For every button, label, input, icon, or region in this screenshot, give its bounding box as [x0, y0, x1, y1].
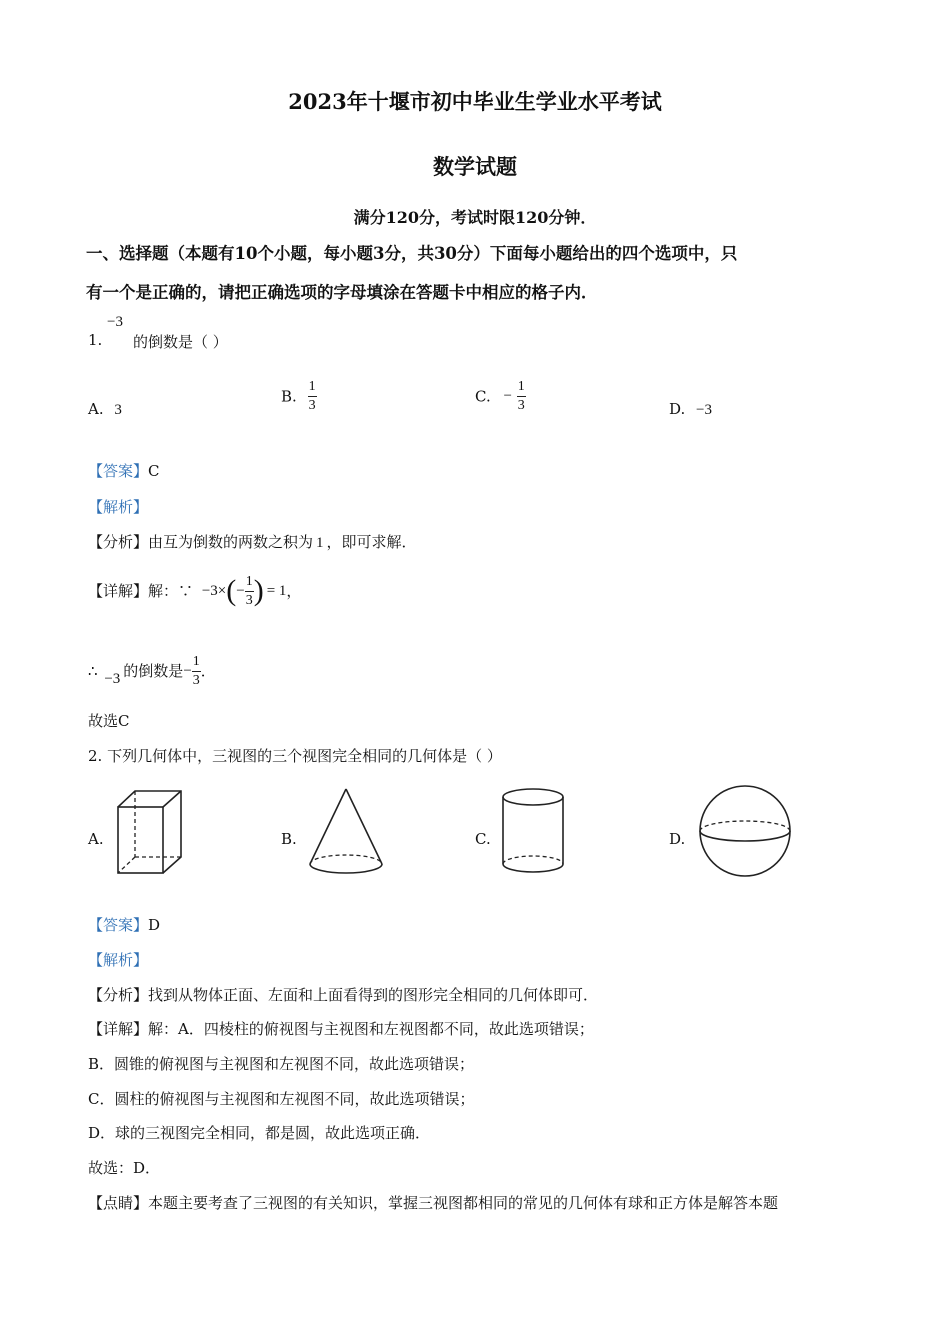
q1-therefore-numerator: 1 [192, 655, 201, 672]
q1-option-b-numerator: 1 [308, 380, 317, 397]
cylinder-figure [500, 786, 566, 878]
sphere-figure [696, 782, 794, 880]
q2-option-c-label: C. [475, 830, 491, 848]
q1-expression: −3 [107, 314, 123, 330]
cube-front-face [118, 807, 163, 873]
q1-option-c-denominator: 3 [517, 398, 525, 413]
cube-hidden-diagonal [118, 857, 135, 873]
q2-stem: 2. 下列几何体中，三视图的三个视图完全相同的几何体是（ ） [88, 747, 502, 765]
q1-option-d [669, 400, 712, 419]
q1-option-b-label: B. [281, 387, 297, 406]
q2-detail-c: C．圆柱的俯视图与主视图和左视图不同，故此选项错误； [88, 1090, 475, 1108]
q2-detail-d: D．球的三视图完全相同，都是圆，故此选项正确． [88, 1124, 431, 1142]
q1-stem: 的倒数是（ ） [133, 333, 228, 351]
cube-figure [114, 788, 186, 878]
q1-therefore [88, 648, 216, 692]
q1-option-c-fraction [517, 380, 526, 413]
q2-detail-a-text: 解：A．四棱柱的俯视图与主视图和左视图都不同，故此选项错误； [148, 1020, 594, 1038]
q1-option-a-label: A. [88, 400, 104, 418]
q2-fenxi-tag: 【分析】 [88, 986, 149, 1004]
q1-eq-open-paren: ( [226, 574, 237, 607]
q1-option-c [475, 380, 526, 413]
q2-detail-b: B．圆锥的俯视图与主视图和左视图不同，故此选项错误； [88, 1055, 475, 1073]
q1-option-c-sign: − [503, 388, 512, 404]
section-instructions-line2: 有一个是正确的，请把正确选项的字母填涂在答题卡中相应的格子内． [86, 283, 598, 302]
q1-option-d-value: −3 [696, 402, 713, 418]
q2-fenxi-text: 找到从物体正面、左面和上面看得到的图形完全相同的几何体即可． [148, 986, 599, 1004]
q1-therefore-fraction [192, 655, 201, 688]
q1-answer-tag: 【答案】 [88, 462, 149, 480]
q1-option-a-value: 3 [114, 402, 122, 418]
q1-answer-value: C [148, 462, 160, 480]
q1-therefore-denominator: 3 [192, 672, 200, 688]
q1-analysis-tag: 【解析】 [88, 498, 149, 516]
q1-option-a [88, 400, 122, 419]
exam-subtitle: 数学试题 [433, 154, 517, 179]
q2-option-d-label: D. [669, 830, 686, 848]
q1-option-b [281, 380, 317, 413]
q1-eq-end: ， [286, 582, 302, 600]
q1-eq-right: = 1 [266, 583, 287, 599]
cube-top-edge [163, 791, 181, 807]
q1-eq-fraction [245, 575, 254, 608]
section-instructions-line1: 一、选择题（本题有10个小题，每小题3分，共30分）下面每小题给出的四个选项中，只 [86, 244, 738, 263]
exam-title: 2023年十堰市初中毕业生学业水平考试 [288, 89, 662, 114]
q1-answer [88, 460, 160, 481]
cube-top-right-edges [118, 791, 181, 873]
q1-option-b-fraction [308, 380, 317, 413]
q1-detail-tag: 【详解】 [88, 582, 149, 600]
q1-fenxi [88, 531, 417, 552]
q2-answer [88, 914, 160, 935]
q2-detail-tag: 【详解】 [88, 1020, 149, 1038]
q1-number: 1. [88, 331, 103, 349]
q1-therefore-end: ． [200, 662, 216, 680]
q1-detail-jie: 解：∵ [148, 582, 194, 600]
q2-answer-value: D [148, 916, 161, 934]
q1-option-b-denominator: 3 [308, 398, 316, 413]
q1-eq-denominator: 3 [245, 592, 253, 608]
q1-therefore-value: −3 [104, 671, 121, 687]
q1-fenxi-one: 1 [316, 535, 324, 551]
q2-detail-a [88, 1018, 594, 1039]
q2-dianjing-tag: 【点睛】 [88, 1194, 149, 1212]
q1-fenxi-tag: 【分析】 [88, 533, 149, 551]
q1-eq-numerator: 1 [245, 575, 254, 592]
q1-therefore-symbol: ∴ [88, 662, 98, 680]
q2-option-a-label: A. [88, 830, 104, 848]
q2-analysis-tag: 【解析】 [88, 951, 149, 969]
q1-option-d-label: D. [669, 400, 686, 418]
q1-therefore-sign: − [183, 663, 192, 679]
q1-therefore-text: 的倒数是 [123, 662, 184, 680]
q2-dianjing [88, 1192, 778, 1213]
q1-fenxi-text-a: 由互为倒数的两数之积为 [148, 533, 314, 551]
q1-option-c-numerator: 1 [517, 380, 526, 397]
cone-figure [306, 786, 386, 878]
q2-answer-tag: 【答案】 [88, 916, 149, 934]
q1-eq-sign: − [236, 583, 245, 599]
q2-option-b-label: B. [281, 830, 297, 848]
q2-fenxi [88, 984, 598, 1005]
q1-eq-close-paren: ) [253, 574, 264, 607]
q1-option-c-label: C. [475, 387, 491, 406]
q1-eq-left: −3× [201, 583, 227, 599]
q2-choose: 故选：D． [88, 1159, 161, 1177]
q1-choose: 故选C [88, 712, 130, 730]
q2-dianjing-text: 本题主要考查了三视图的有关知识，掌握三视图都相同的常见的几何体有球和正方体是解答本题 [148, 1194, 779, 1212]
q1-detail [88, 566, 301, 614]
exam-meta: 满分120分，考试时限120分钟． [353, 208, 597, 227]
q1-fenxi-text-b: ，即可求解． [326, 533, 417, 551]
